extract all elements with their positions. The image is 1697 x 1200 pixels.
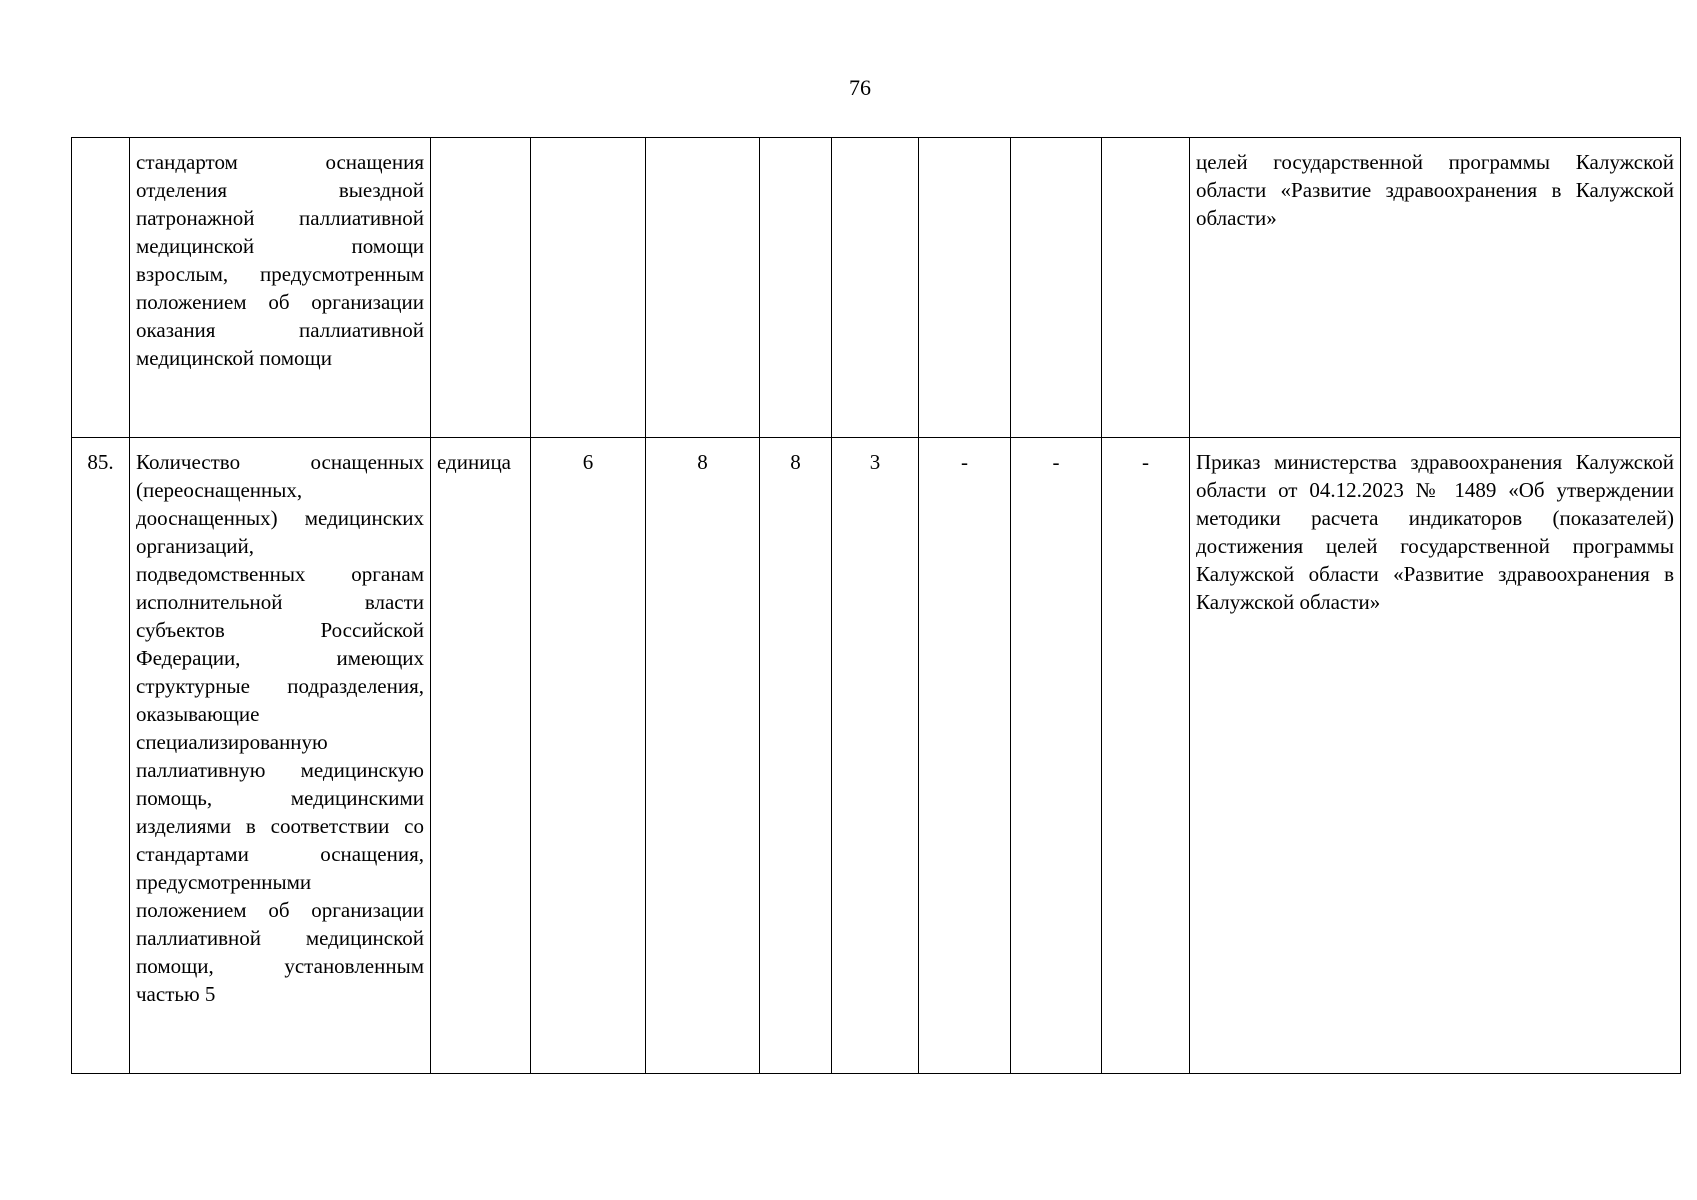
page-number: 76 [849,75,871,100]
value-cell [646,138,760,438]
value-cell: 8 [646,438,760,1074]
source-document: Приказ министерства здравоохранения Калужской области от 04.12.2023 № 1489 «Об утверждении методики расчета индикаторов (показателей) достижения целей государственной программы Калужской области «Развитие здравоохранения в Калужской области» [1190,438,1681,1074]
value-cell [832,138,919,438]
value-cell [1011,138,1102,438]
indicator-description: стандартом оснащения отделения выездной патронажной паллиативной медицинской помощи взрослым, предусмотренным положением об организации оказания паллиативной медицинской помощи [130,138,431,438]
unit-cell [431,138,531,438]
value-cell: 3 [832,438,919,1074]
value-cell: 6 [531,438,646,1074]
value-cell: - [919,438,1011,1074]
value-cell [760,138,832,438]
row-number: 85. [72,438,130,1074]
value-cell: - [1011,438,1102,1074]
indicator-description: Количество оснащенных (переоснащенных, дооснащенных) медицинских организаций, подведомственных органам исполнительной власти субъектов Российской Федерации, имеющих структурные подразделения, оказывающие специализированную паллиативную медицинскую помощь, медицинскими изделиями в соответствии со стандартами оснащения, предусмотренными положением об организации паллиативной медицинской помощи, установленным частью 5 [130,438,431,1074]
indicators-table [71,137,1681,1074]
row-number [72,138,130,438]
table-row [72,438,1681,1074]
value-cell: 8 [760,438,832,1074]
value-cell [919,138,1011,438]
value-cell [1102,138,1190,438]
unit-cell: единица [431,438,531,1074]
value-cell [531,138,646,438]
table-row [72,138,1681,438]
source-document: целей государственной программы Калужской области «Развитие здравоохранения в Калужской области» [1190,138,1681,438]
value-cell: - [1102,438,1190,1074]
